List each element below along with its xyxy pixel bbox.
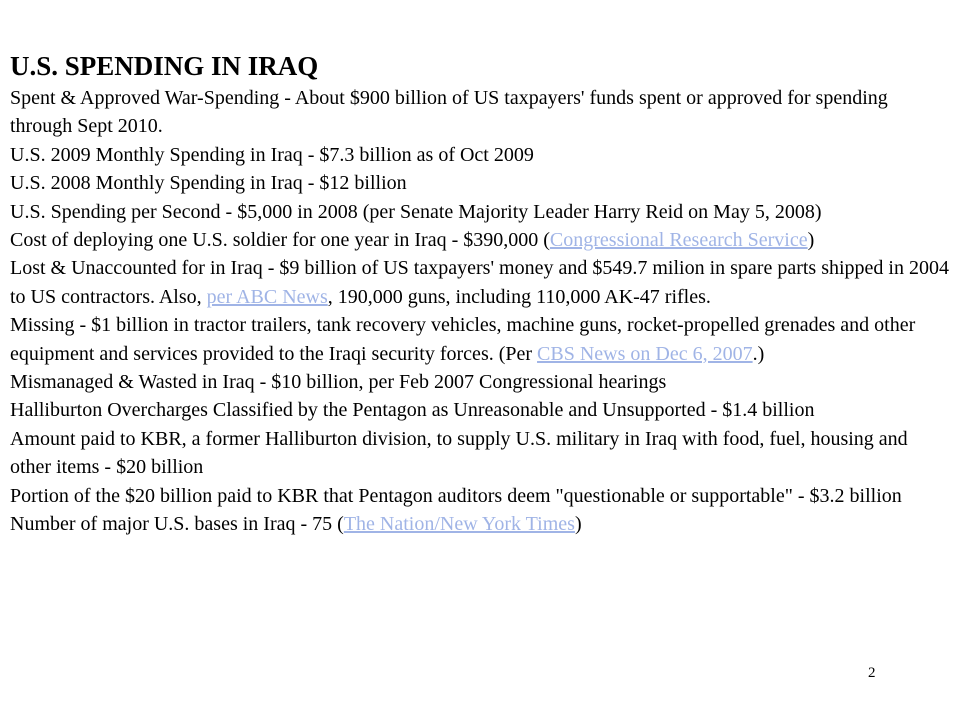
item-lost-unaccounted	[10, 254, 952, 311]
item-soldier-cost-end: )	[807, 229, 815, 252]
slide-content	[10, 48, 952, 539]
item-major-bases-end: )	[574, 513, 582, 536]
nation-nyt-link[interactable]: The Nation/New York Times	[343, 513, 575, 536]
item-2008-monthly: U.S. 2008 Monthly Spending in Iraq - $12 billion	[10, 172, 407, 195]
item-per-second: U.S. Spending per Second - $5,000 in 2008 (per Senate Majority Leader Harry Reid on May 5, 2008)	[10, 200, 822, 223]
item-soldier-cost	[10, 226, 952, 254]
item-2009-monthly: U.S. 2009 Monthly Spending in Iraq - $7.3 billion as of Oct 2009	[10, 143, 534, 166]
item-war-spending: Spent & Approved War-Spending - About $900 billion of US taxpayers' funds spent or approved for spending through Sept 2010.	[10, 87, 888, 138]
item-lost-unaccounted-text: Lost & Unaccounted for in Iraq - $9 billion of US taxpayers' money and $549.7 milion in spare parts shipped in 2004 to US contractors. Also,	[10, 257, 949, 308]
item-major-bases	[10, 510, 952, 538]
item-soldier-cost-text: Cost of deploying one U.S. soldier for one year in Iraq - $390,000 (	[10, 229, 550, 252]
item-missing-end: .)	[752, 342, 765, 365]
item-major-bases-text: Number of major U.S. bases in Iraq - 75 (	[10, 513, 344, 536]
item-missing-text: Missing - $1 billion in tractor trailers, tank recovery vehicles, machine guns, rocket-propelled grenades and other equipment and services provided to the Iraqi security forces. (Per	[10, 314, 916, 365]
page-number: 2	[868, 665, 876, 681]
item-halliburton-overcharges: Halliburton Overcharges Classified by the Pentagon as Unreasonable and Unsupported - $1.4 billion	[10, 399, 815, 422]
spending-list	[10, 84, 952, 539]
congressional-research-service-link[interactable]: Congressional Research Service	[549, 229, 808, 252]
page-title: U.S. SPENDING IN IRAQ	[10, 51, 319, 81]
abc-news-link[interactable]: per ABC News	[206, 285, 328, 308]
item-kbr-questionable: Portion of the $20 billion paid to KBR that Pentagon auditors deem "questionable or supportable" - $3.2 billion	[10, 484, 902, 507]
item-missing	[10, 311, 952, 368]
cbs-news-link[interactable]: CBS News on Dec 6, 2007	[537, 342, 753, 365]
item-lost-unaccounted-end: , 190,000 guns, including 110,000 AK-47 rifles.	[327, 285, 711, 308]
item-kbr-paid: Amount paid to KBR, a former Halliburton division, to supply U.S. military in Iraq with food, fuel, housing and other items - $20 billion	[10, 427, 908, 479]
item-mismanaged: Mismanaged & Wasted in Iraq - $10 billion, per Feb 2007 Congressional hearings	[10, 371, 667, 394]
